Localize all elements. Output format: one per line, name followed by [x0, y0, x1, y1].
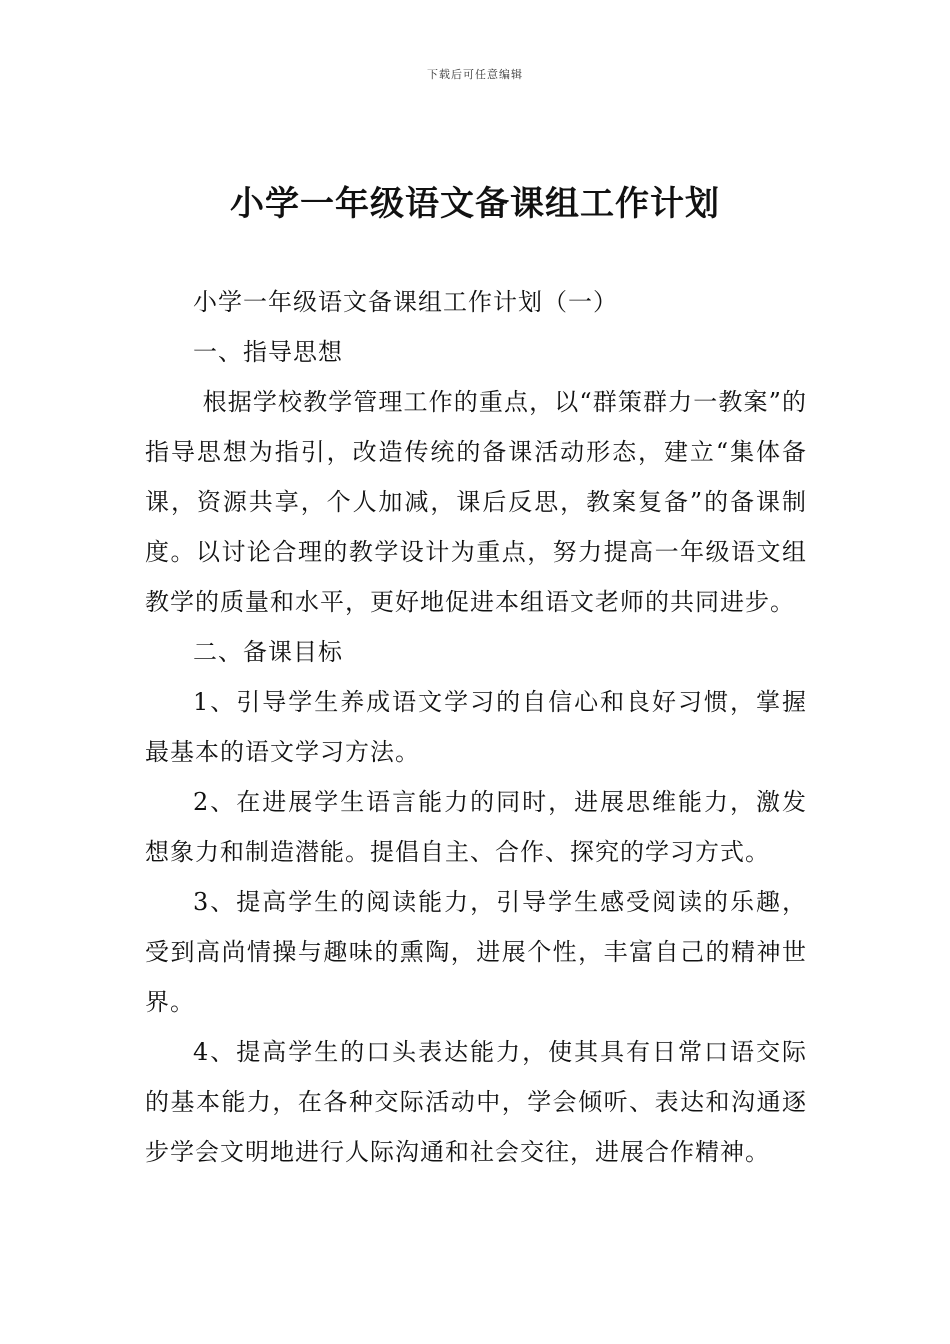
paragraph-goal-3: 3、提高学生的阅读能力，引导学生感受阅读的乐趣，受到高尚情操与趣味的熏陶，进展个性，丰富自己的精神世界。 — [145, 888, 807, 1016]
document-title: 小学一年级语文备课组工作计划 — [230, 184, 720, 224]
document-body — [145, 277, 807, 1177]
paragraph-goal-2: 2、在进展学生语言能力的同时，进展思维能力，激发想象力和制造潜能。提倡自主、合作、探究的学习方式。 — [145, 788, 807, 866]
header-note: 下载后可任意编辑 — [427, 68, 523, 81]
paragraph-subtitle: 小学一年级语文备课组工作计划（一） — [193, 288, 618, 316]
paragraph-guiding-thought: 根据学校教学管理工作的重点，以“群策群力一教案”的指导思想为指引，改造传统的备课活动形态，建立“集体备课，资源共享，个人加减，课后反思，教案复备”的备课制度。以讨论合理的教学设计为重点，努力提高一年级语文组教学的质量和水平，更好地促进本组语文老师的共同进步。 — [145, 388, 807, 616]
paragraph-heading-2: 二、备课目标 — [193, 638, 343, 666]
paragraph-heading-1: 一、指导思想 — [193, 338, 343, 366]
paragraph-goal-4: 4、提高学生的口头表达能力，使其具有日常口语交际的基本能力，在各种交际活动中，学会倾听、表达和沟通逐步学会文明地进行人际沟通和社会交往，进展合作精神。 — [145, 1038, 807, 1166]
paragraph-goal-1: 1、引导学生养成语文学习的自信心和良好习惯，掌握最基本的语文学习方法。 — [145, 688, 807, 766]
